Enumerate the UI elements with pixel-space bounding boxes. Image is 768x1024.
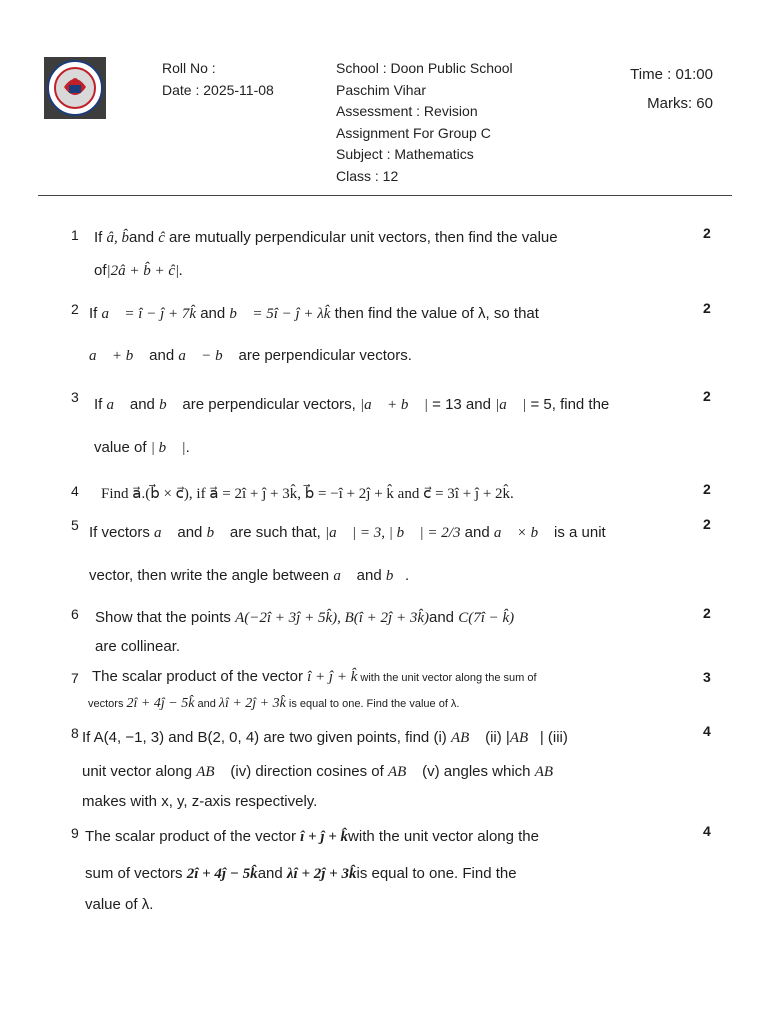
question-9-line-3: value of λ. [85, 896, 154, 913]
question-number: 6 [71, 606, 79, 622]
question-5-line-1: If vectors a⃗ and b⃗ are such that, |a⃗ | = 3, | b⃗ | = 2/3 and a⃗ × b⃗ is a unit [89, 524, 606, 541]
question-8-line-2: unit vector along AB⃗ (iv) direction cosines of AB⃗ (v) angles which AB⃗ [82, 763, 565, 780]
max-marks: Marks: 60 [647, 95, 713, 112]
school-logo [44, 57, 106, 119]
question-1-line-1: If â, b̂and ĉ are mutually perpendicular unit vectors, then find the value [94, 229, 558, 246]
question-number: 9 [71, 825, 79, 841]
question-2-line-1: If a⃗ = î − ĵ + 7k̂ and b⃗ = 5î − ĵ + λk̂ then find the value of λ, so that [89, 305, 539, 322]
question-8-line-1: If A(4, −1, 3) and B(2, 0, 4) are two given points, find (i) AB⃗ (ii) |AB⃗| (iii) [82, 729, 568, 746]
school-location: Paschim Vihar [336, 81, 427, 98]
class: Class : 12 [336, 167, 399, 184]
question-number: 2 [71, 301, 79, 317]
assessment-group: Assignment For Group C [336, 124, 491, 141]
question-number: 5 [71, 517, 79, 533]
question-4-text: Find a⃗.(b⃗ × c⃗), if a⃗ = 2î + ĵ + 3k̂, b⃗ = −î + 2ĵ + k̂ and c⃗ = 3î + ĵ + 2k̂. [101, 486, 514, 502]
question-6-line-1: Show that the points A(−2î + 3ĵ + 5k̂), B(î + 2ĵ + 3k̂)and C(7î − k̂) [95, 609, 515, 626]
question-marks: 2 [703, 481, 711, 497]
question-marks: 3 [703, 669, 711, 685]
question-1-line-2: of|2â + b̂ + ĉ|. [94, 262, 183, 279]
question-marks: 2 [703, 225, 711, 241]
question-3-line-1: If a⃗ and b⃗ are perpendicular vectors, |a⃗ + b⃗ | = 13 and |a⃗ | = 5, find the [94, 396, 610, 413]
question-marks: 2 [703, 300, 711, 316]
header-right [630, 60, 713, 118]
question-marks: 2 [703, 388, 711, 404]
subject: Subject : Mathematics [336, 146, 474, 162]
question-7-line-2: vectors 2î + 4ĵ − 5k̂ and λî + 2ĵ + 3k̂ is equal to one. Find the value of λ. [88, 696, 460, 711]
question-number: 8 [71, 725, 79, 741]
question-3-line-2: value of | b⃗ |. [94, 439, 190, 456]
exam-date: Date : 2025-11-08 [162, 81, 274, 98]
school-name: School : Doon Public School [336, 60, 513, 76]
question-marks: 4 [703, 823, 711, 839]
question-8-line-3: makes with x, y, z-axis respectively. [82, 793, 318, 810]
question-marks: 4 [703, 723, 711, 739]
question-number: 7 [71, 670, 79, 686]
assessment: Assessment : Revision [336, 103, 478, 119]
question-number: 1 [71, 227, 79, 243]
question-marks: 2 [703, 516, 711, 532]
question-2-line-2: a⃗ + b⃗ and a⃗ − b⃗ are perpendicular vectors. [89, 347, 412, 364]
time-allowed: Time : 01:00 [630, 66, 713, 83]
header-center [336, 58, 513, 187]
header-divider [38, 195, 732, 196]
question-9-line-1: The scalar product of the vector î + ĵ + k̂with the unit vector along the [85, 828, 539, 845]
question-9-line-2: sum of vectors 2î + 4ĵ − 5k̂and λî + 2ĵ + 3k̂is equal to one. Find the [85, 865, 517, 882]
header-left [162, 58, 274, 101]
question-6-line-2: are collinear. [95, 638, 181, 655]
question-number: 3 [71, 389, 79, 405]
question-5-line-2: vector, then write the angle between a⃗ and b⃗. [89, 567, 410, 584]
roll-number: Roll No : [162, 60, 216, 76]
question-number: 4 [71, 483, 79, 499]
question-marks: 2 [703, 605, 711, 621]
question-7-line-1: The scalar product of the vector î + ĵ + k̂ with the unit vector along the sum of [92, 668, 537, 685]
